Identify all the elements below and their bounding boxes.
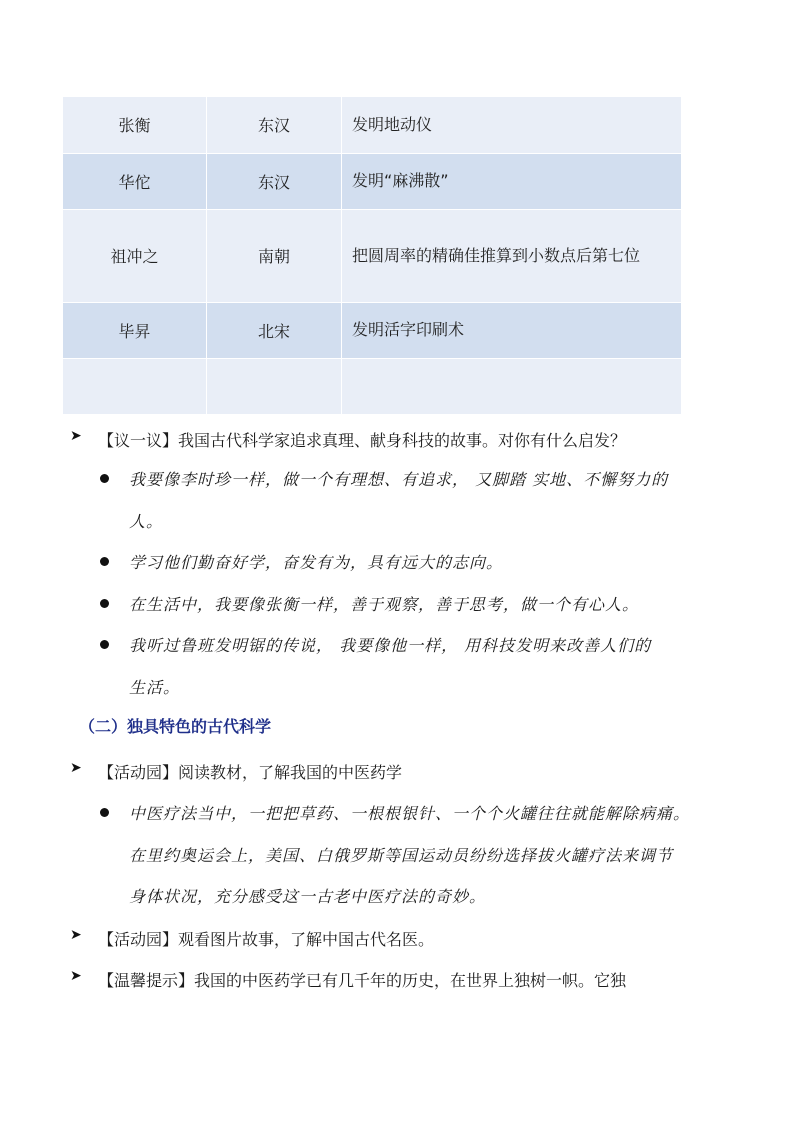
table-row — [63, 358, 682, 414]
activity-1-line-3: 身体状况，充分感受这一古老中医疗法的奇妙。 — [129, 887, 487, 906]
scientist-achievement-cell: 发明活字印刷术 — [342, 302, 682, 358]
scientist-name-cell — [63, 358, 207, 414]
arrow-bullet-icon: ➤ — [70, 760, 82, 776]
scientist-achievement-cell — [342, 358, 682, 414]
scientist-name-cell: 祖冲之 — [63, 209, 207, 302]
scientist-achievement-cell: 发明“麻沸散” — [342, 153, 682, 209]
discussion-prompt: 【议一议】我国古代科学家追求真理、献身科技的故事。对你有什么启发？ — [98, 431, 627, 450]
tip-prompt: 【温馨提示】我国的中医药学已有几千年的历史，在世界上独树一帜。它独 — [98, 971, 627, 990]
scientist-era-cell: 东汉 — [207, 153, 342, 209]
round-bullet-icon — [100, 557, 109, 566]
discussion-bullet-1-line-2: 人。 — [129, 512, 164, 531]
scientist-achievement-cell: 发明地动仪 — [342, 97, 682, 153]
scientist-achievement-cell: 把圆周率的精确佳推算到小数点后第七位 — [342, 209, 682, 302]
round-bullet-icon — [100, 808, 109, 817]
arrow-bullet-icon: ➤ — [70, 428, 82, 444]
scientist-table — [63, 97, 682, 415]
round-bullet-icon — [100, 474, 109, 483]
section-heading: （二）独具特色的古代科学 — [79, 717, 272, 736]
discussion-bullet-2: 学习他们勤奋好学，奋发有为，具有远大的志向。 — [129, 553, 504, 572]
arrow-bullet-icon: ➤ — [70, 968, 82, 984]
scientist-era-cell: 东汉 — [207, 97, 342, 153]
table-row — [63, 302, 682, 358]
round-bullet-icon — [100, 640, 109, 649]
discussion-bullet-3: 在生活中，我要像张衡一样，善于观察，善于思考，做一个有心人。 — [129, 595, 640, 614]
scientist-name-cell: 毕昇 — [63, 302, 207, 358]
scientist-era-cell: 南朝 — [207, 209, 342, 302]
table-row — [63, 209, 682, 302]
scientist-era-cell: 北宋 — [207, 302, 342, 358]
scientist-name-cell: 华佗 — [63, 153, 207, 209]
activity-1-line-1: 中医疗法当中，一把把草药、一根根银针、一个个火罐往往就能解除病痛。 — [129, 804, 691, 823]
table-row — [63, 97, 682, 153]
scientist-era-cell — [207, 358, 342, 414]
activity-1-line-2: 在里约奥运会上，美国、白俄罗斯等国运动员纷纷选择拔火罐疗法来调节 — [129, 846, 674, 865]
discussion-bullet-1-line-1: 我要像李时珍一样，做一个有理想、有追求， 又脚踏 实地、不懈努力的 — [129, 470, 669, 489]
scientist-name-cell: 张衡 — [63, 97, 207, 153]
round-bullet-icon — [100, 599, 109, 608]
arrow-bullet-icon: ➤ — [70, 927, 82, 943]
activity-2-prompt: 【活动园】观看图片故事，了解中国古代名医。 — [98, 930, 435, 949]
discussion-bullet-4-line-1: 我听过鲁班发明锯的传说， 我要像他一样， 用科技发明来改善人们的 — [129, 636, 652, 655]
table-row — [63, 153, 682, 209]
activity-1-prompt: 【活动园】阅读教材，了解我国的中医药学 — [98, 763, 403, 782]
discussion-bullet-4-line-2: 生活。 — [129, 678, 181, 697]
